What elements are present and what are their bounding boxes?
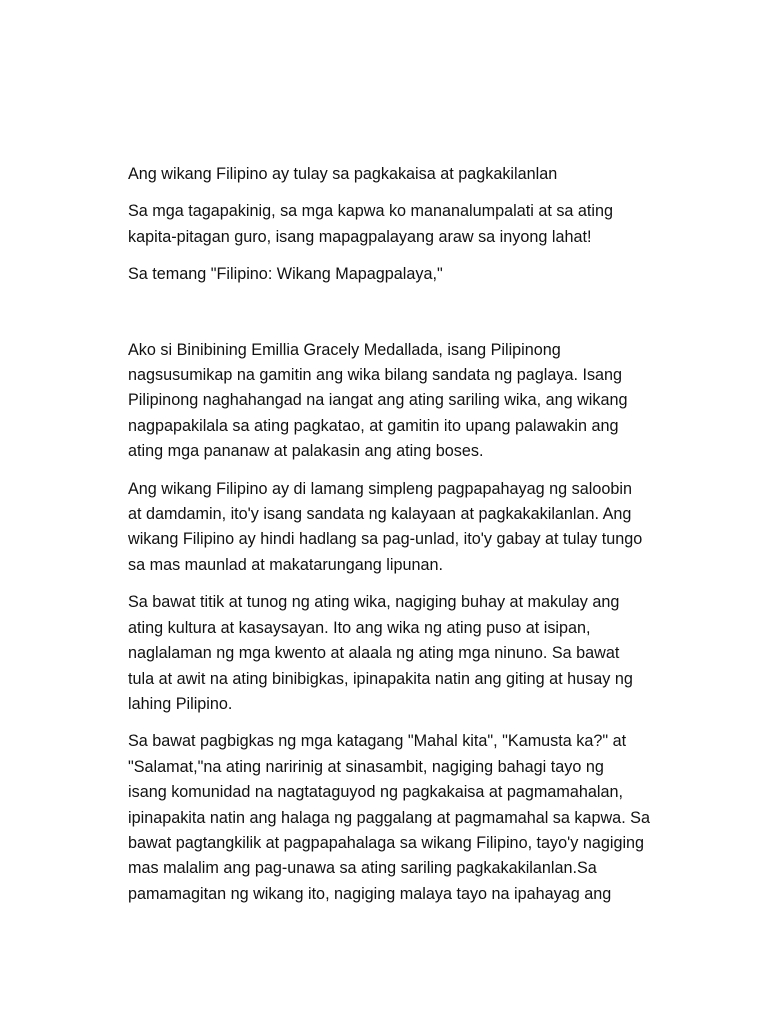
text-line: Sa bawat pagbigkas ng mga katagang "Mahal kita", "Kamusta ka?" at [128,732,627,751]
text-line: tula at awit na ating binibigkas, ipinapakita natin ang giting at husay ng [128,669,633,688]
introduction-paragraph [128,338,648,465]
text-line: mas malalim ang pag-unawa sa ating sariling pagkakakilanlan.Sa [128,859,597,878]
text-line: naglalaman ng mga kwento at alaala ng ating mga ninuno. Sa bawat [128,644,620,663]
text-line: "Salamat,"na ating naririnig at sinasambit, nagiging bahagi tayo ng [128,757,604,776]
body-paragraph-3 [128,590,648,717]
theme-paragraph [128,262,648,287]
body-paragraph-4 [128,729,648,907]
text-line: nagsusumikap na gamitin ang wika bilang sandata ng paglaya. Isang [128,366,623,385]
document-title [128,162,648,187]
document-body [128,162,648,919]
greeting-paragraph [128,199,648,250]
text-line: nagpapakilala sa ating pagkatao, at gamitin ito upang palawakin ang [128,416,619,435]
text-line: Sa mga tagapakinig, sa mga kapwa ko mananalumpalati at sa ating [128,202,614,221]
text-line: kapita-pitagan guro, isang mapagpalayang araw sa inyong lahat! [128,227,592,246]
text-line: ating mga pananaw at palakasin ang ating boses. [128,442,484,461]
body-paragraph-2 [128,477,648,579]
text-line: Sa temang "Filipino: Wikang Mapagpalaya," [128,265,443,284]
text-line: isang komunidad na nagtataguyod ng pagkakaisa at pagmamahalan, [128,783,623,802]
text-line: lahing Pilipino. [128,694,233,713]
text-line: Pilipinong naghahangad na iangat ang ating sariling wika, ang wikang [128,391,628,410]
text-line: pamamagitan ng wikang ito, nagiging malaya tayo na ipahayag ang [128,884,612,903]
blank-line [128,300,648,338]
text-line: Sa bawat titik at tunog ng ating wika, nagiging buhay at makulay ang [128,593,620,612]
text-line: Ang wikang Filipino ay di lamang simpleng pagpapahayag ng saloobin [128,479,632,498]
text-line: wikang Filipino ay hindi hadlang sa pag-unlad, ito'y gabay at tulay tungo [128,530,643,549]
text-line: at damdamin, ito'y isang sandata ng kalayaan at pagkakakilanlan. Ang [128,505,632,524]
text-line: bawat pagtangkilik at pagpapahalaga sa wikang Filipino, tayo'y nagiging [128,833,645,852]
text-line: ating kultura at kasaysayan. Ito ang wika ng ating puso at isipan, [128,618,591,637]
text-line: Ang wikang Filipino ay tulay sa pagkakaisa at pagkakilanlan [128,165,558,183]
text-line: sa mas maunlad at makatarungang lipunan. [128,555,443,574]
text-line: Ako si Binibining Emillia Gracely Medallada, isang Pilipinong [128,340,561,359]
text-line: ipinapakita natin ang halaga ng paggalang at pagmamahal sa kapwa. Sa [128,808,650,827]
